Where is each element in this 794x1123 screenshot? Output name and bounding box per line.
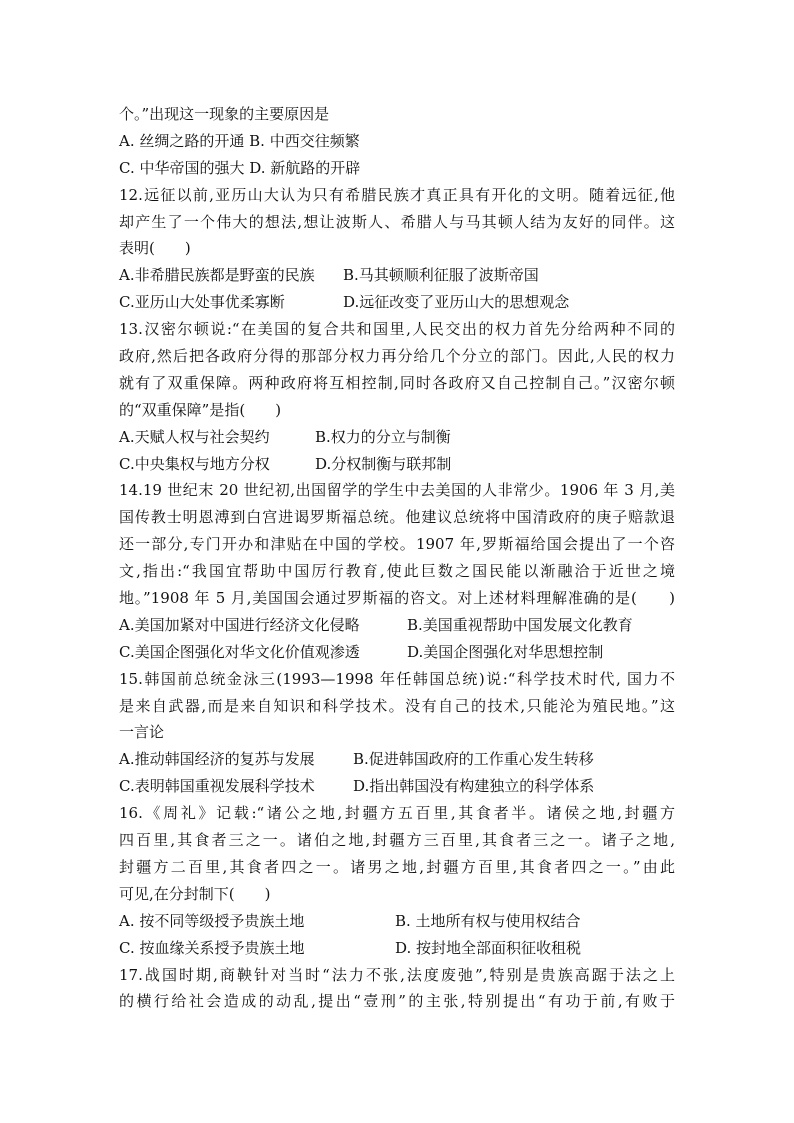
- q16-stem-line-2: 四百里,其食者三之一。诸伯之地,封疆方三百里,其食者三之一。诸子之地,: [119, 831, 675, 850]
- q11-options-cd: C. 中华帝国的强大 D. 新航路的开辟: [119, 158, 361, 177]
- q12-option-c: C.亚历山大处事优柔寡断: [119, 293, 285, 312]
- q16-options-cd: [119, 935, 679, 962]
- q14-stem-line-5: 地。”1908 年 5 月,美国国会通过罗斯福的咨文。对上述材料理解准确的是( ): [119, 589, 675, 608]
- q15-option-b: B.促进韩国政府的工作重心发生转移: [353, 750, 594, 769]
- q15-option-a: A.推动韩国经济的复苏与发展: [119, 750, 315, 769]
- q14-option-d: D.美国企图强化对华思想控制: [407, 642, 604, 661]
- q13-option-c: C.中央集权与地方分权: [119, 454, 270, 473]
- q13-option-b: B.权力的分立与制衡: [315, 427, 451, 446]
- q13-stem-line-3: 就有了双重保障。两种政府将互相控制,同时各政府又自己控制自己。”汉密尔顿: [119, 373, 675, 392]
- q14-stem-line-4: 文,指出:“我国宜帮助中国厉行教育,使此巨数之国民能以渐融洽于近世之境: [119, 562, 675, 581]
- q16-options-ab: [119, 908, 679, 935]
- q12-stem-line-1: 12.远征以前,亚历山大认为只有希腊民族才真正具有开化的文明。随着远征,他: [119, 185, 675, 204]
- q13-option-a: A.天赋人权与社会契约: [119, 427, 270, 446]
- q13-stem-line-4: 的“双重保障”是指( ): [119, 400, 282, 419]
- q13-options-cd: [119, 451, 679, 478]
- q15-option-d: D.指出韩国没有构建独立的科学体系: [353, 777, 595, 796]
- q17-stem-line-2: 的横行给社会造成的动乱,提出“壹刑”的主张,特别提出“有功于前,有败于: [119, 992, 675, 1011]
- q13-options-ab: [119, 424, 679, 451]
- q12-option-b: B.马其顿顺利征服了波斯帝国: [343, 266, 539, 285]
- q11-stem-tail: 个。”出现这一现象的主要原因是: [119, 105, 330, 123]
- question-content: [119, 101, 679, 1015]
- q16-option-d: D. 按封地全部面积征收租税: [395, 938, 582, 957]
- q12-options-ab: [119, 262, 679, 289]
- q16-stem-line-4: 可见,在分封制下( ): [119, 884, 271, 903]
- q15-stem-line-1: 15.韩国前总统金泳三(1993—1998 年任韩国总统)说:“科学技术时代, 国力不: [119, 669, 675, 688]
- q15-options-cd: [119, 773, 679, 800]
- q14-stem-line-1: 14.19 世纪末 20 世纪初,出国留学的学生中去美国的人非常少。1906 年 3 月,美: [119, 481, 675, 500]
- q16-stem-line-1: 16.《周礼》记载:“诸公之地,封疆方五百里,其食者半。诸侯之地,封疆方: [119, 804, 675, 823]
- q13-option-d: D.分权制衡与联邦制: [315, 454, 452, 473]
- q16-option-b: B. 土地所有权与使用权结合: [395, 911, 581, 930]
- q16-option-a: A. 按不同等级授予贵族土地: [119, 911, 305, 930]
- q14-option-c: C.美国企图强化对华文化价值观渗透: [119, 642, 360, 661]
- q14-options-cd: [119, 639, 679, 666]
- q12-option-a: A.非希腊民族都是野蛮的民族: [119, 266, 315, 285]
- q15-option-c: C.表明韩国重视发展科学技术: [119, 777, 315, 796]
- q13-stem-line-1: 13.汉密尔顿说:“在美国的复合共和国里,人民交出的权力首先分给两种不同的: [119, 320, 675, 339]
- q17-stem-line-1: 17.战国时期,商鞅针对当时“法力不张,法度废弛”,特别是贵族高踞于法之上: [119, 965, 675, 984]
- q14-option-b: B.美国重视帮助中国发展文化教育: [407, 615, 633, 634]
- q11-options-ab: A. 丝绸之路的开通 B. 中西交往频繁: [119, 131, 360, 150]
- q14-stem-line-3: 还一部分,专门开办和津贴在中国的学校。1907 年,罗斯福给国会提出了一个咨: [119, 535, 675, 554]
- q14-stem-line-2: 国传教士明恩溥到白宫进谒罗斯福总统。他建议总统将中国清政府的庚子赔款退: [119, 508, 675, 527]
- q12-stem-line-2: 却产生了一个伟大的想法,想让波斯人、希腊人与马其顿人结为友好的同伴。这: [119, 212, 675, 231]
- q15-stem-line-2: 是来自武器,而是来自知识和科学技术。没有自己的技术,只能沦为殖民地。”这: [119, 696, 675, 715]
- q14-options-ab: [119, 612, 679, 639]
- q12-stem-line-3: 表明( ): [119, 239, 191, 258]
- q16-option-c: C. 按血缘关系授予贵族土地: [119, 938, 305, 957]
- q13-stem-line-2: 政府,然后把各政府分得的那部分权力再分给几个分立的部门。因此,人民的权力: [119, 347, 675, 366]
- q15-options-ab: [119, 746, 679, 773]
- q12-option-d: D.远征改变了亚历山大的思想观念: [343, 293, 570, 312]
- q16-stem-line-3: 封疆方二百里,其食者四之一。诸男之地,封疆方百里,其食者四之一。”由此: [119, 857, 675, 876]
- q12-options-cd: [119, 289, 679, 316]
- q14-option-a: A.美国加紧对中国进行经济文化侵略: [119, 615, 360, 634]
- q15-stem-line-3: 一言论: [119, 723, 165, 742]
